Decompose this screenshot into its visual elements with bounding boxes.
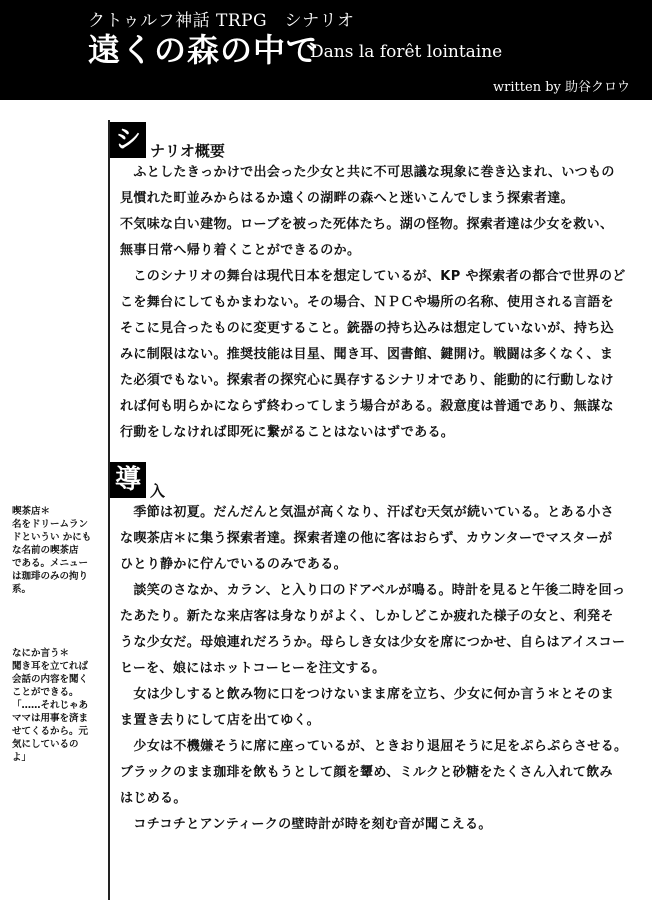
text-line: こを舞台にしてもかまわない。その場合、ＮＰＣや場所の名称、使用される言語を [120,295,614,310]
text-line: 不気味な白い建物。ローブを被った死体たち。湖の怪物。探索者達は少女を救い、 [120,217,614,232]
text-line: ふとしたきっかけで出会った少女と共に不可思議な現象に巻き込まれ、いつもの [120,165,615,180]
note-line: である。メニュー [12,558,89,569]
text-line: 女は少しすると飲み物に口をつけないまま席を立ち、少女に何か言う＊とそのま [120,687,614,702]
note-line: なにか言う＊ [12,648,70,659]
text-line: な喫茶店＊に集う探索者達。探索者達の他に客はおらず、カウンターでマスターが [120,531,613,546]
series-label: クトゥルフ神話 TRPG シナリオ [88,11,355,31]
text-line: コチコチとアンティークの壁時計が時を刻む音が聞こえる。 [120,817,492,832]
margin-note-cafe [12,505,102,596]
section-overview [110,122,630,446]
section-heading [110,462,630,500]
page-title: 遠くの森の中で [88,31,320,69]
text-line: ヒーを、娘にはホットコーヒーを注文する。 [120,661,386,676]
note-line: ママは用事を済ま [12,713,89,724]
note-line: な名前の喫茶店 [12,545,79,556]
text-line: うな少女だ。母娘連れだろうか。母らしき女は少女を席につかせ、自らはアイスコー [120,635,626,650]
text-line: 少女は不機嫌そうに席に座っているが、ときおり退屈そうに足をぷらぷらさせる。 [120,739,628,754]
heading-text: ナリオ概要 [150,142,225,160]
note-line: 喫茶店＊ [12,506,51,517]
note-line: よ」 [12,752,32,763]
text-line: た必須でもない。探索者の探究心に異存するシナリオであり、能動的に行動しなけ [120,373,614,388]
note-line: 会話の内容を聞く [12,674,89,685]
text-line: みに制限はない。推奨技能は目星、聞き耳、図書館、鍵開け。戦闘は多くなく、ま [120,347,614,362]
note-line: 聞き耳を立てれば [12,661,89,672]
note-line: せてくるから。元 [12,726,89,737]
text-line: 季節は初夏。だんだんと気温が高くなり、汗ばむ天気が続いている。とある小さ [120,505,614,520]
note-line: は珈琲のみの拘り [12,571,89,582]
section-body [120,500,630,838]
text-line: 無事日常へ帰り着くことができるのか。 [120,243,361,258]
note-line: 気にしているの [12,739,79,750]
heading-initial-box: 導 [110,462,146,498]
section-intro [110,462,630,838]
heading-initial-box: シ [110,122,146,158]
author-byline: written by 助谷クロウ [493,80,630,95]
section-body [120,160,630,446]
margin-note-mother [12,647,102,764]
note-line: 「……それじゃあ [12,700,89,711]
text-line: ブラックのまま珈琲を飲もうとして顔を顰め、ミルクと砂糖をたくさん入れて飲み [120,765,613,780]
text-line: はじめる。 [120,791,187,806]
note-line: 名をドリームラン [12,519,89,530]
section-heading [110,122,630,160]
note-line: ドというい かにも [12,532,92,543]
note-line: 系。 [12,584,32,595]
header-banner [0,0,652,100]
text-line: ま置き去りにして店を出てゆく。 [120,713,320,728]
text-line: たあたり。新たな来店客は身なりがよく、しかしどこか疲れた様子の女と、利発そ [120,609,614,624]
page-subtitle: Dans la forêt lointaine [310,42,503,62]
heading-text: 入 [150,482,166,500]
text-line: 談笑のさなか、カラン、と入り口のドアベルが鳴る。時計を見ると午後二時を回っ [120,583,626,598]
text-line: ひとり静かに佇んでいるのみである。 [120,557,347,572]
text-line: 見慣れた町並みからはるか遠くの湖畔の森へと迷いこんでしまう探索者達。 [120,191,574,206]
note-line: ことができる。 [12,687,79,698]
text-line: れば何も明らかにならず終わってしまう場合がある。殺意度は普通であり、無謀な [120,399,614,414]
text-line: 行動をしなければ即死に繋がることはないはずである。 [120,425,455,440]
text-line: このシナリオの舞台は現代日本を想定しているが、KP や探索者の都合で世界のど [120,269,626,284]
text-line: そこに見合ったものに変更すること。銃器の持ち込みは想定していないが、持ち込 [120,321,614,336]
